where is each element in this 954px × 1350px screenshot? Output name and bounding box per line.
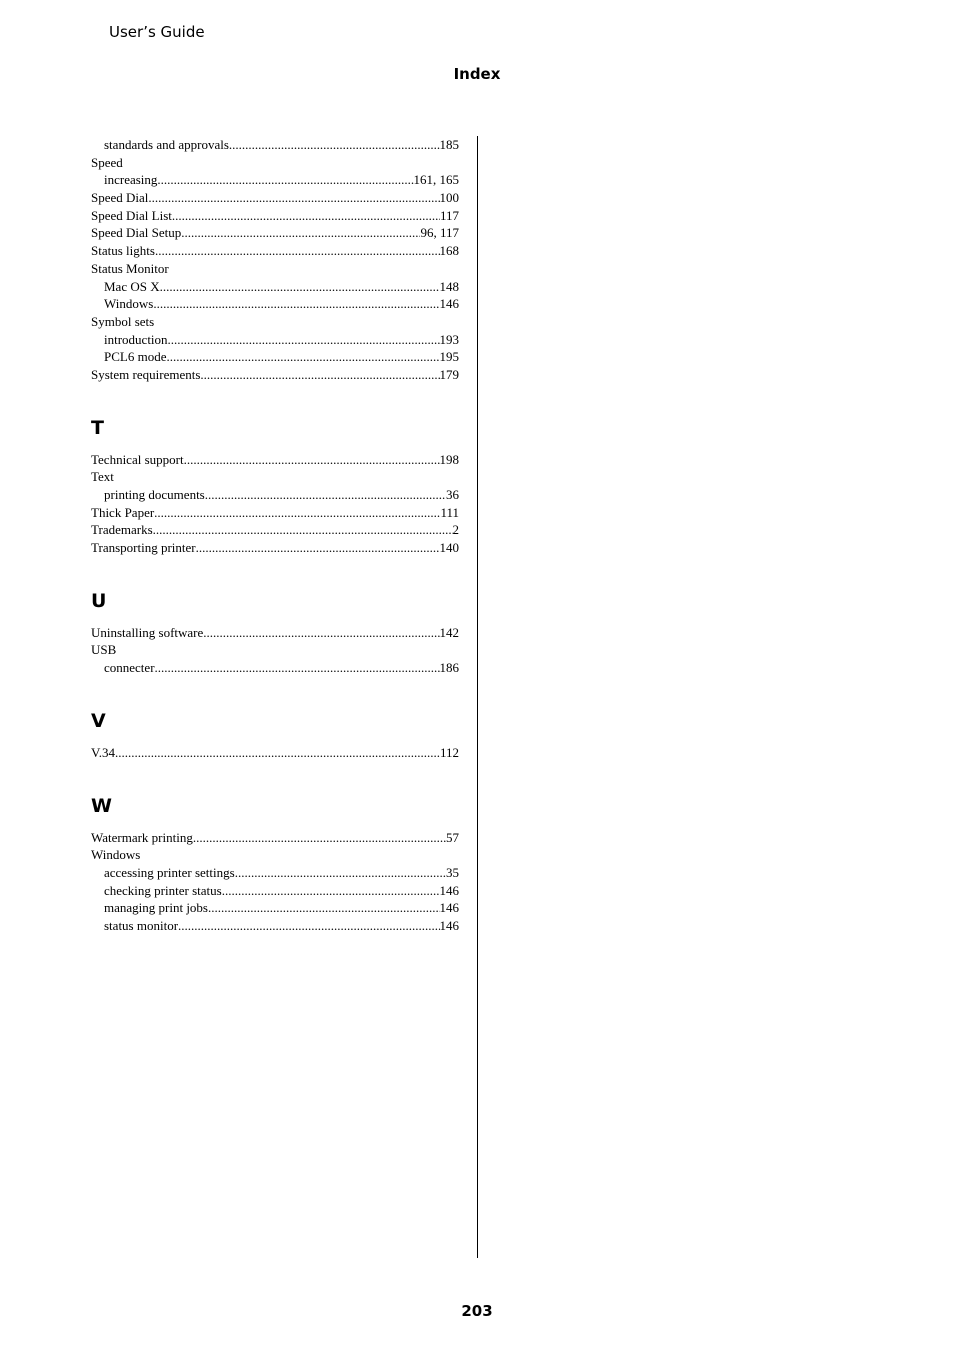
index-letter-heading: T	[91, 416, 104, 439]
index-subentry	[91, 295, 459, 313]
dot-leader	[222, 882, 440, 900]
index-page-numbers[interactable]: 146	[439, 900, 459, 916]
index-entry	[91, 624, 459, 642]
index-subentry	[91, 486, 459, 504]
index-page-numbers[interactable]: 117	[439, 207, 459, 223]
dot-leader	[153, 521, 453, 539]
index-entry	[91, 260, 459, 278]
index-term: System requirements	[91, 366, 201, 382]
index-term: Technical support	[91, 451, 184, 467]
index-entry	[91, 539, 459, 557]
index-term: Status Monitor	[91, 260, 169, 276]
index-entry	[91, 504, 459, 522]
index-subentry	[91, 331, 459, 349]
index-term: checking printer status	[104, 882, 222, 898]
index-letter-heading: V	[91, 709, 106, 732]
index-page-numbers[interactable]: 2	[452, 522, 459, 538]
dot-leader	[155, 659, 440, 677]
index-term: Transporting printer	[91, 540, 196, 556]
index-page-numbers[interactable]: 198	[439, 451, 459, 467]
index-term: connecter	[104, 660, 155, 676]
index-term: status monitor	[104, 917, 179, 933]
index-entry	[91, 521, 459, 539]
index-term: increasing	[104, 172, 158, 188]
index-term: Speed Dial	[91, 190, 149, 206]
index-term: Status lights	[91, 243, 155, 259]
index-entry	[91, 846, 459, 864]
index-term: Symbol sets	[91, 313, 155, 329]
section-title: Index	[453, 65, 501, 83]
index-page-numbers[interactable]: 186	[439, 660, 459, 676]
index-term: Watermark printing	[91, 829, 193, 845]
dot-leader	[229, 136, 440, 154]
dot-leader	[168, 331, 440, 349]
index-page-numbers[interactable]: 146	[439, 917, 459, 933]
index-entry	[91, 154, 459, 172]
index-page-numbers[interactable]: 142	[439, 624, 459, 640]
dot-leader	[196, 539, 440, 557]
index-term: standards and approvals	[104, 137, 229, 152]
index-page-numbers[interactable]: 35	[446, 864, 459, 880]
dot-leader	[181, 224, 420, 242]
index-entry	[91, 744, 459, 762]
index-page-numbers[interactable]: 100	[439, 190, 459, 206]
dot-leader	[172, 207, 440, 225]
dot-leader	[154, 504, 440, 522]
index-entry	[91, 313, 459, 331]
index-term: managing print jobs	[104, 900, 208, 916]
dot-leader	[157, 171, 413, 189]
index-term: Mac OS X	[104, 278, 160, 294]
index-page-numbers[interactable]: 111	[440, 504, 459, 520]
index-page-numbers[interactable]: 185	[439, 137, 459, 152]
index-entry	[91, 207, 459, 225]
index-term: introduction	[104, 331, 168, 347]
index-subentry	[91, 899, 459, 917]
index-subentry	[91, 659, 459, 677]
index-page-numbers[interactable]: 146	[439, 882, 459, 898]
column-divider	[477, 136, 478, 1258]
index-page-numbers[interactable]: 96, 117	[420, 225, 459, 241]
dot-leader	[208, 899, 440, 917]
index-group	[91, 416, 459, 557]
dot-leader	[153, 295, 439, 313]
dot-leader	[200, 366, 439, 384]
dot-leader	[203, 624, 439, 642]
dot-leader	[178, 917, 439, 935]
dot-leader	[205, 486, 446, 504]
index-entry	[91, 641, 459, 659]
index-entry	[91, 242, 459, 260]
index-page-numbers[interactable]: 112	[439, 744, 459, 760]
dot-leader	[155, 242, 440, 260]
index-group	[91, 136, 459, 384]
index-term: Windows	[104, 296, 154, 312]
index-term: PCL6 mode	[104, 349, 167, 365]
index-page-numbers[interactable]: 140	[439, 540, 459, 556]
index-entry	[91, 366, 459, 384]
dot-leader	[235, 864, 446, 882]
index-group	[91, 709, 459, 762]
dot-leader	[166, 348, 439, 366]
index-page-numbers[interactable]: 148	[439, 278, 459, 294]
index-letter-heading: U	[91, 589, 107, 612]
index-subentry	[91, 864, 459, 882]
index-subentry	[91, 348, 459, 366]
index-page-numbers[interactable]: 193	[439, 331, 459, 347]
dot-leader	[184, 451, 440, 469]
dot-leader	[193, 829, 446, 847]
index-term: Thick Paper	[91, 504, 155, 520]
index-term: Speed Dial List	[91, 207, 172, 223]
index-term: Uninstalling software	[91, 624, 204, 640]
index-page-numbers[interactable]: 57	[446, 829, 459, 845]
index-entry	[91, 468, 459, 486]
index-term: Windows	[91, 847, 141, 863]
index-page-numbers[interactable]: 161, 165	[413, 172, 459, 188]
index-subentry	[91, 917, 459, 935]
dot-leader	[160, 278, 440, 296]
dot-leader	[148, 189, 439, 207]
index-subentry	[91, 882, 459, 900]
index-term: printing documents	[104, 487, 205, 502]
index-group	[91, 589, 459, 677]
index-page-numbers[interactable]: 195	[439, 349, 459, 365]
index-column	[91, 136, 459, 935]
page-number: 203	[461, 1302, 493, 1320]
index-subentry	[91, 171, 459, 189]
index-term: USB	[91, 642, 117, 658]
index-page-numbers[interactable]: 179	[439, 366, 459, 382]
index-subentry	[91, 278, 459, 296]
index-entry	[91, 189, 459, 207]
index-entry	[91, 829, 459, 847]
dot-leader	[115, 744, 440, 762]
index-entry	[91, 224, 459, 242]
index-term: V.34	[91, 744, 115, 760]
index-term: Text	[91, 469, 114, 485]
index-page-numbers[interactable]: 146	[439, 296, 459, 312]
index-subentry	[91, 136, 459, 154]
index-term: accessing printer settings	[104, 864, 235, 880]
index-term: Speed	[91, 154, 123, 170]
index-entry	[91, 451, 459, 469]
running-header: User’s Guide	[109, 23, 205, 41]
index-page-numbers[interactable]: 168	[439, 243, 459, 259]
index-term: Trademarks	[91, 522, 153, 538]
index-group	[91, 794, 459, 935]
index-page-numbers[interactable]: 36	[446, 487, 459, 502]
index-term: Speed Dial Setup	[91, 225, 182, 241]
index-letter-heading: W	[91, 794, 112, 817]
